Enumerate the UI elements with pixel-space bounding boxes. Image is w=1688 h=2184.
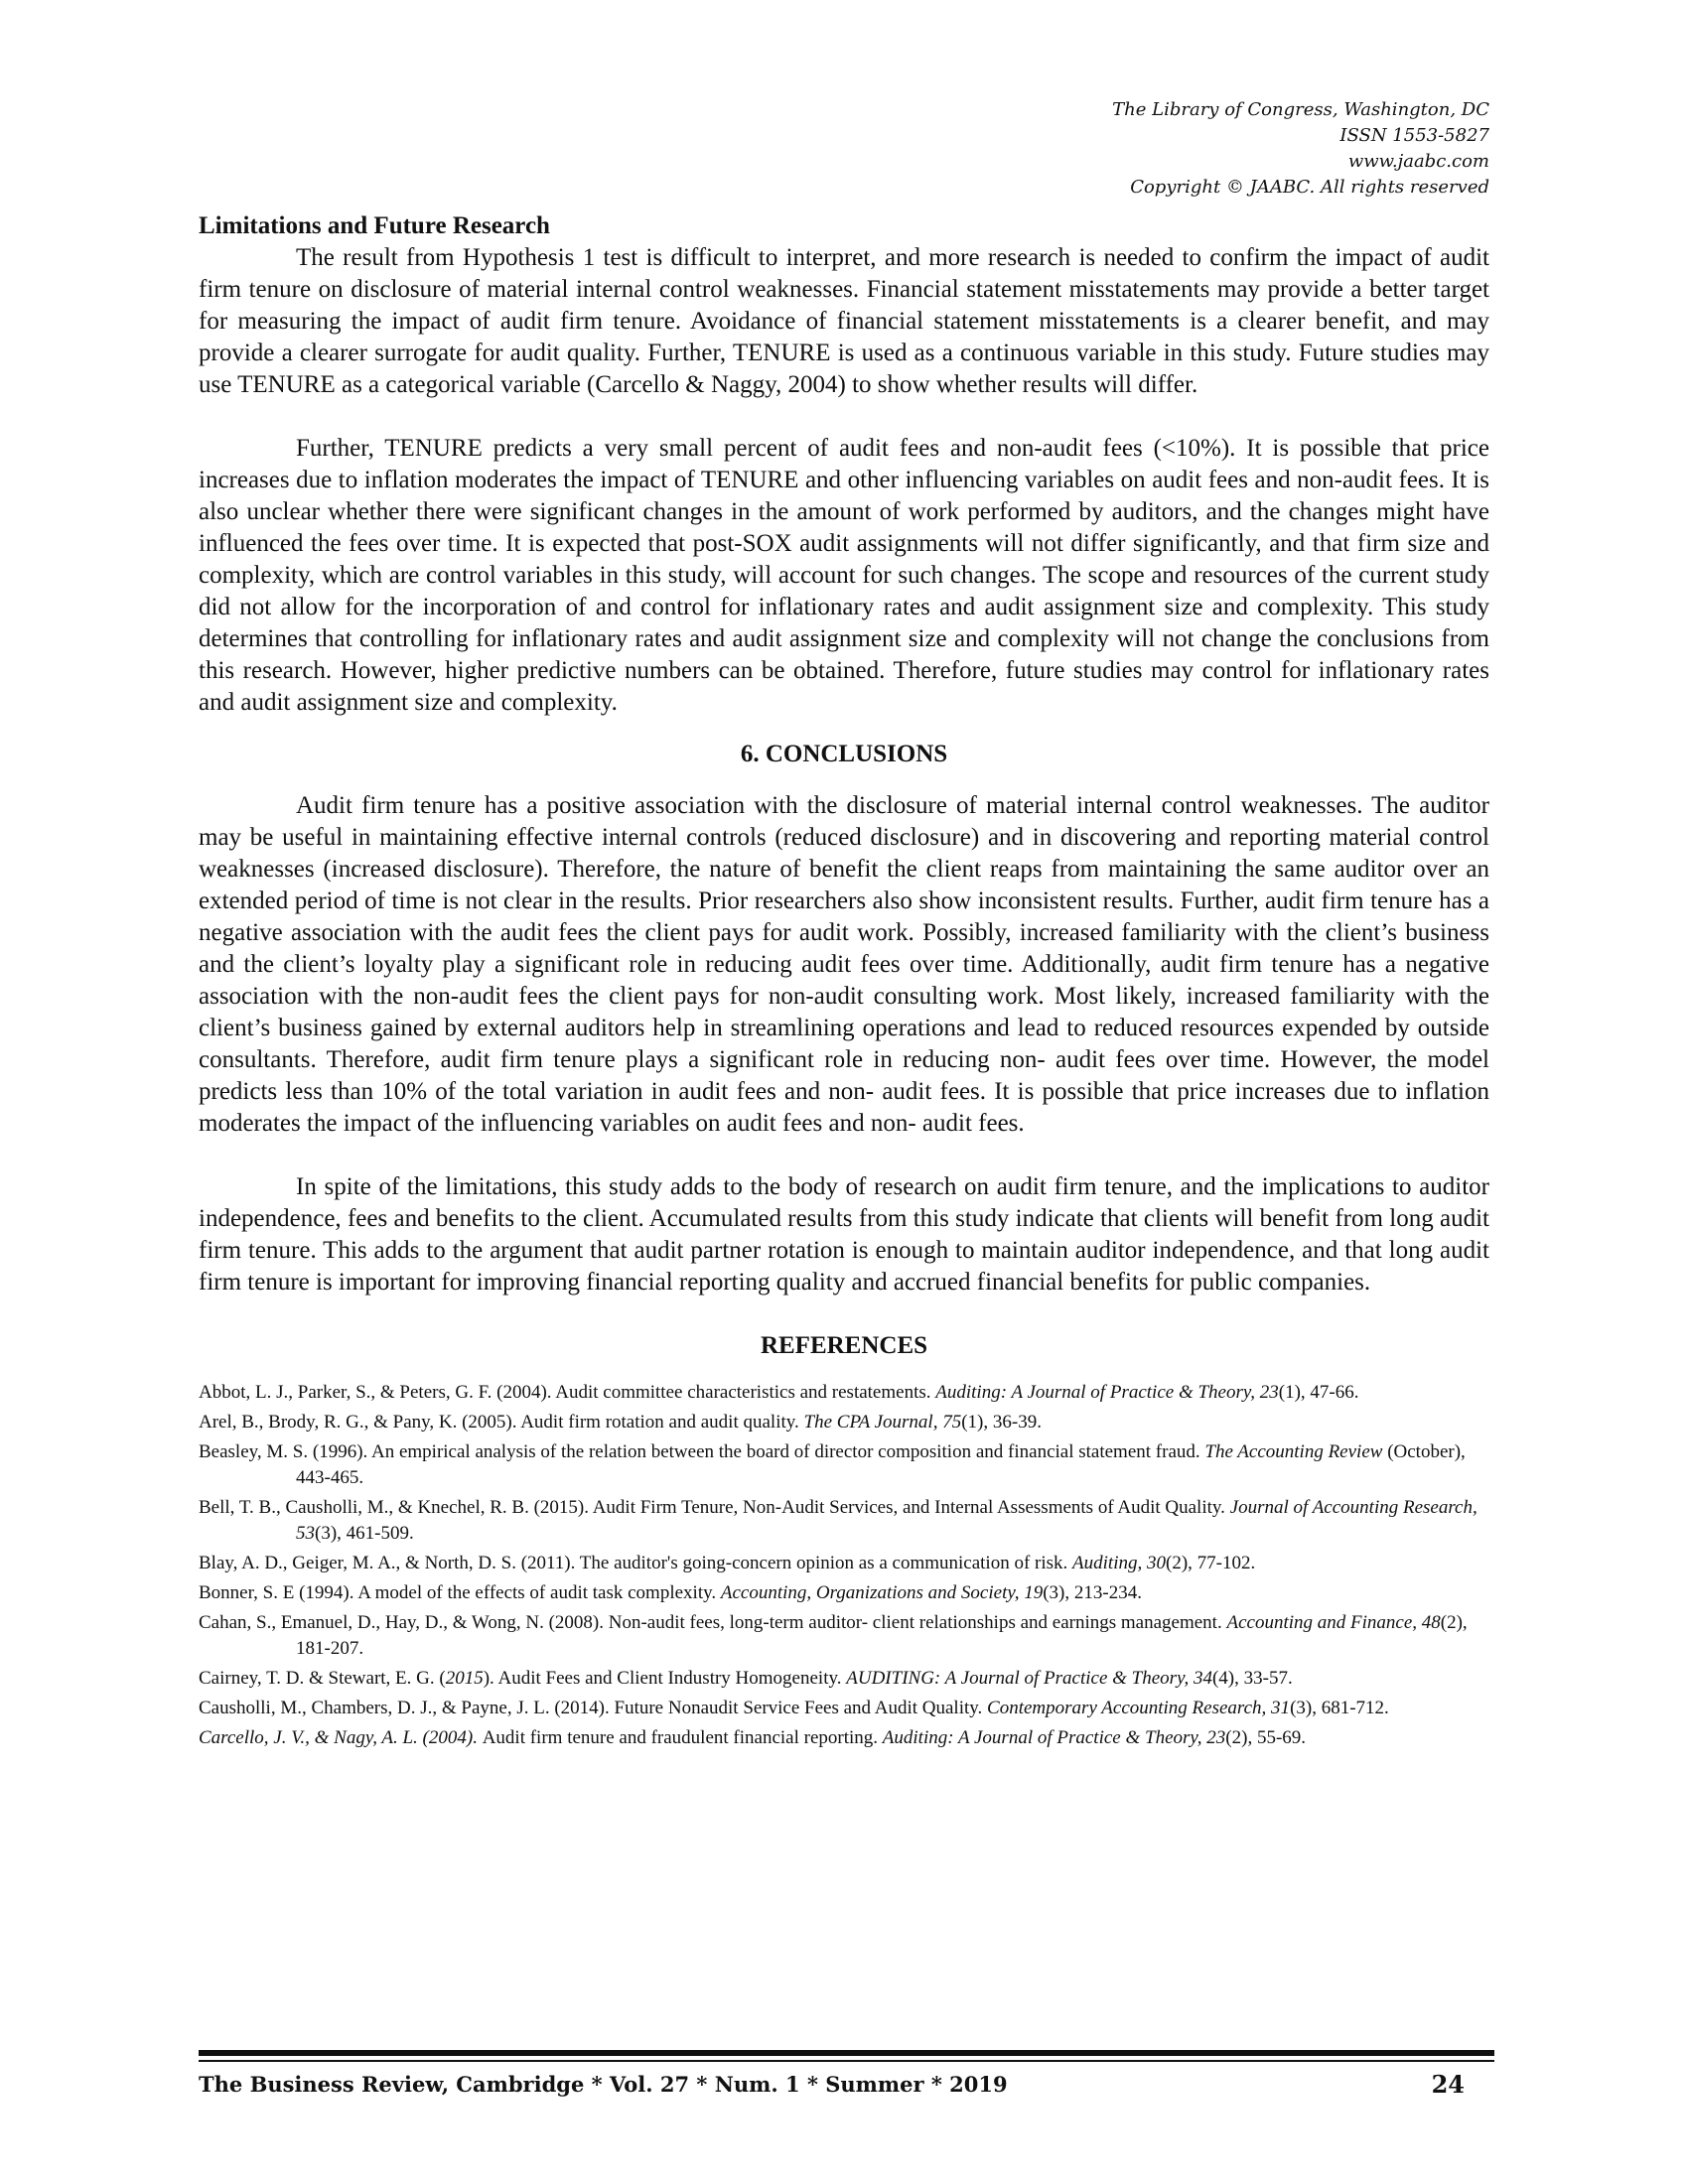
references-list [199, 1380, 1489, 1751]
references-heading: REFERENCES [760, 1332, 928, 1359]
reference-item: Abbot, L. J., Parker, S., & Peters, G. F. (2004). Audit committee characteristics and restatements. Auditing: A Journal of Practice & Theory, 23(1), 47-66. [199, 1382, 1359, 1403]
page-number: 24 [1431, 2070, 1465, 2099]
limitations-paragraph-1: The result from Hypothesis 1 test is difficult to interpret, and more research is needed to confirm the impact of audit firm tenure on disclosure of material internal control weaknesses. Financial statement misstatements may provide a better target for measuring the impact of audit firm tenure. Avoidance of financial statement misstatements is a clearer benefit, and may provide a clearer surrogate for audit quality. Further, TENURE is used as a continuous variable in this study. Future studies may use TENURE as a categorical variable (Carcello & Naggy, 2004) to show whether results will differ. [199, 244, 1489, 398]
reference-item: Cairney, T. D. & Stewart, E. G. (2015). Audit Fees and Client Industry Homogeneity. AUDITING: A Journal of Practice & Theory, 34(4), 33-57. [199, 1668, 1293, 1689]
page-header [894, 97, 1489, 201]
conclusions-heading: 6. CONCLUSIONS [740, 741, 948, 767]
reference-item: Cahan, S., Emanuel, D., Hay, D., & Wong, N. (2008). Non-audit fees, long-term auditor- client relationships and earnings management. Accounting and Finance, 48(2), 181-207. [199, 1612, 1468, 1659]
reference-item: Beasley, M. S. (1996). An empirical analysis of the relation between the board of director composition and financial statement fraud. The Accounting Review (October), 443-465. [199, 1441, 1466, 1488]
header-website: www.jaabc.com [1347, 151, 1489, 172]
reference-item: Bell, T. B., Causholli, M., & Knechel, R. B. (2015). Audit Firm Tenure, Non-Audit Services, and Internal Assessments of Audit Quality. Journal of Accounting Research, 53(3), 461-509. [199, 1497, 1477, 1544]
reference-item: Carcello, J. V., & Nagy, A. L. (2004). Audit firm tenure and fraudulent financial reporting. Auditing: A Journal of Practice & Theory, 23(2), 55-69. [199, 1727, 1307, 1748]
conclusions-paragraph-2: In spite of the limitations, this study adds to the body of research on audit firm tenure, and the implications to auditor independence, fees and benefits to the client. Accumulated results from this study indicate that clients will benefit from long audit firm tenure. This adds to the argument that audit partner rotation is enough to maintain auditor independence, and that long audit firm tenure is important for improving financial reporting quality and accrued financial benefits for public companies. [199, 1173, 1489, 1296]
header-library: The Library of Congress, Washington, DC [1112, 99, 1489, 120]
reference-item: Arel, B., Brody, R. G., & Pany, K. (2005). Audit firm rotation and audit quality. The CPA Journal, 75(1), 36-39. [199, 1412, 1042, 1433]
reference-item: Blay, A. D., Geiger, M. A., & North, D. S. (2011). The auditor's going-concern opinion as a communication of risk. Auditing, 30(2), 77-102. [199, 1553, 1256, 1573]
conclusions-paragraph-1: Audit firm tenure has a positive association with the disclosure of material internal control weaknesses. The auditor may be useful in maintaining effective internal controls (reduced disclosure) and in discovering and reporting material control weaknesses (increased disclosure). Therefore, the nature of benefit the client reaps from maintaining the same auditor over an extended period of time is not clear in the results. Prior researchers also show inconsistent results. Further, audit firm tenure has a negative association with the audit fees the client pays for audit work. Possibly, increased familiarity with the client’s business and the client’s loyalty play a significant role in reducing audit fees over time. Additionally, audit firm tenure has a negative association with the non-audit fees the client pays for non-audit consulting work. Most likely, increased familiarity with the client’s business gained by external auditors help in streamlining operations and lead to reduced resources expended by outside consultants. Therefore, audit firm tenure plays a significant role in reducing non- audit fees over time. However, the model predicts less than 10% of the total variation in audit fees and non- audit fees. It is possible that price increases due to inflation moderates the impact of the influencing variables on audit fees and non- audit fees. [199, 792, 1489, 1137]
reference-item: Bonner, S. E (1994). A model of the effects of audit task complexity. Accounting, Organizations and Society, 19(3), 213-234. [199, 1582, 1142, 1603]
footer-rule [199, 2050, 1494, 2062]
header-copyright: Copyright © JAABC. All rights reserved [1130, 177, 1489, 198]
limitations-heading: Limitations and Future Research [199, 212, 550, 239]
reference-item: Causholli, M., Chambers, D. J., & Payne, J. L. (2014). Future Nonaudit Service Fees and Audit Quality. Contemporary Accounting Research, 31(3), 681-712. [199, 1698, 1389, 1718]
header-issn: ISSN 1553-5827 [1339, 125, 1489, 146]
footer-journal-info: The Business Review, Cambridge * Vol. 27 * Num. 1 * Summer * 2019 [199, 2072, 1008, 2097]
limitations-paragraph-2: Further, TENURE predicts a very small percent of audit fees and non-audit fees (<10%). It is possible that price increases due to inflation moderates the impact of TENURE and other influencing variables on audit fees and non-audit fees. It is also unclear whether there were significant changes in the amount of work performed by auditors, and the changes might have influenced the fees over time. It is expected that post-SOX audit assignments will not differ significantly, and that firm size and complexity, which are control variables in this study, will account for such changes. The scope and resources of the current study did not allow for the incorporation of and control for inflationary rates and audit assignment size and complexity. This study determines that controlling for inflationary rates and audit assignment size and complexity will not change the conclusions from this research. However, higher predictive numbers can be obtained. Therefore, future studies may control for inflationary rates and audit assignment size and complexity. [199, 435, 1489, 716]
article-body [199, 210, 1489, 1755]
